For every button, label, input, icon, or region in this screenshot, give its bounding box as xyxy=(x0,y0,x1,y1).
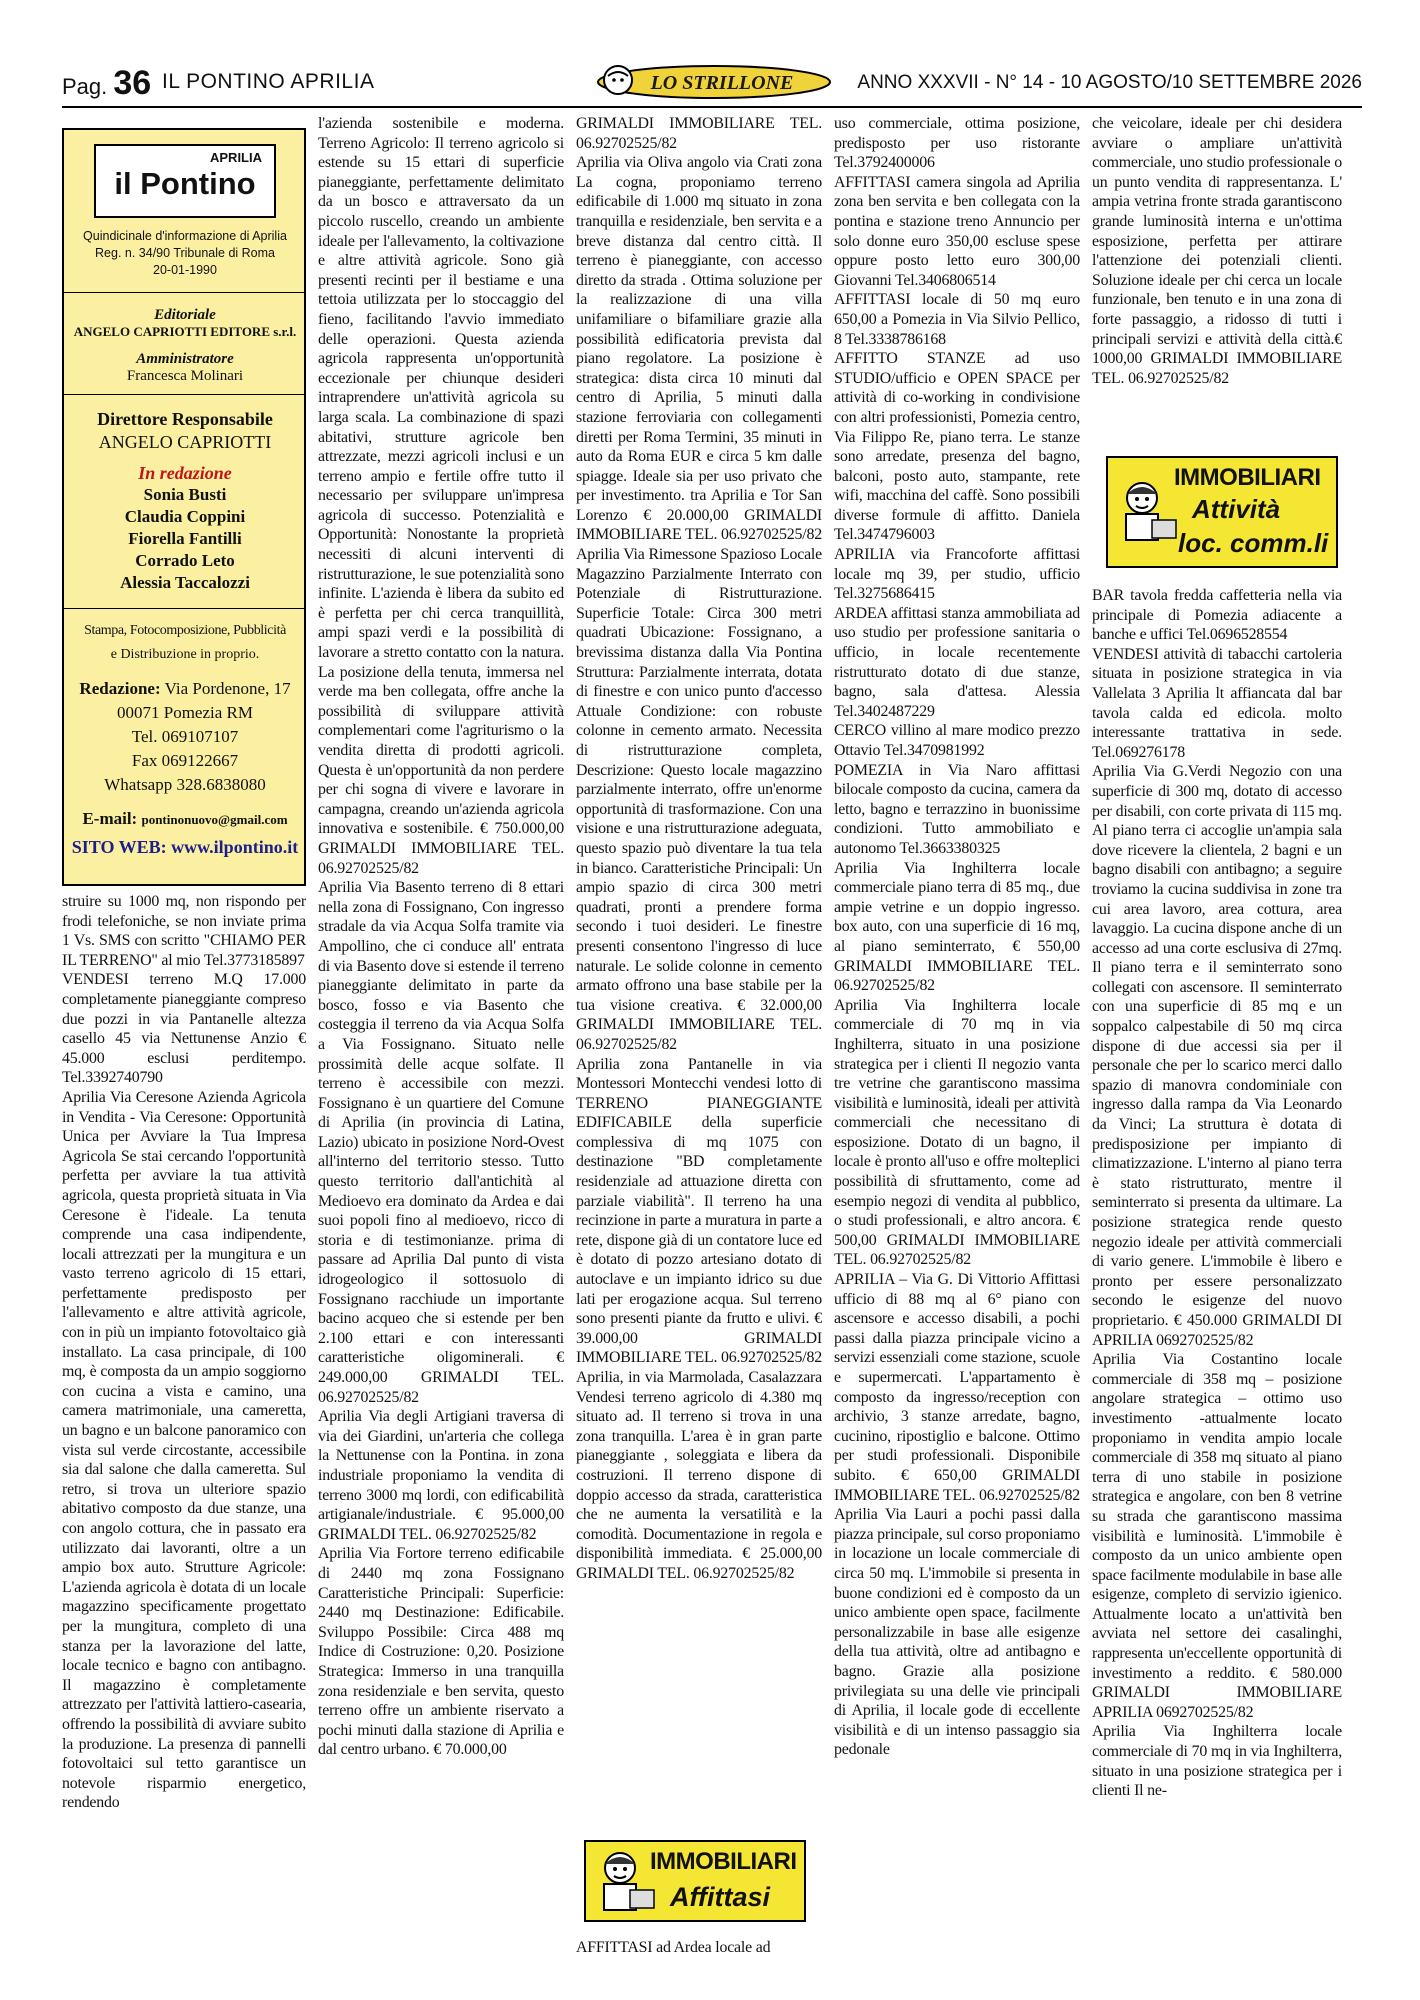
masthead-divider xyxy=(64,292,304,293)
attivita-subtitle: Attività xyxy=(1192,494,1281,524)
address-street: Via Pordenone, 17 xyxy=(164,679,291,698)
email-label: E-mail: xyxy=(82,809,138,828)
direttore-label: Direttore Responsabile xyxy=(97,409,273,429)
page-header xyxy=(62,66,1362,108)
masthead-aprilia: APRILIA xyxy=(210,150,262,165)
staff-member: Sonia Busti xyxy=(143,485,227,504)
email-address[interactable]: pontinonuovo@gmail.com xyxy=(141,812,288,827)
masthead-divider xyxy=(64,394,304,395)
amministratore-name: Francesca Molinari xyxy=(126,368,244,384)
affittasi-banner xyxy=(584,1840,806,1922)
masthead-divider xyxy=(64,608,304,609)
masthead-info3: 20-01-1990 xyxy=(153,263,217,277)
column-5-bottom-text: BAR tavola fredda caffetteria nella via principale di Pomezia adiacente a banche e uffici Tel.0696528554 VENDESI attività di tabacchi cartoleria situata in posizione strategica in via Vallelata 3 Aprilia lt affiancata dal bar tavola calda ed edicola. molto interessante trattativa in sede. Tel.069276178 Aprilia Via G.Verdi Negozio con una superficie di 300 mq, dotato di accesso per disabili, con corte privata di 115 mq. Al piano terra ci accoglie un'ampia sala dove ricevere la clientela, 2 bagni e un bagno disabili con antibagno; a seguire troviamo la cucina suddivisa in zone tra cui area lavoro, area cottura, area lavaggio. La cucina dispone anche di un accesso ad una corte esclusiva di 27mq. Il piano terra e il seminterrato sono collegati con ascensore. Il seminterrato con una superficie di 85 mq e un soppalco calpestabile di 50 mq circa dispone di due accessi sia per il personale che per lo scarico merci dallo spazio di manovra condominiale con ingresso dalla rampa da Via Leonardo da Vinci; La struttura è dotata di predisposizione per impianto di climatizzazione. L'interno al piano terra è stato ristrutturato, mentre il seminterrato si presenta da ultimare. La posizione strategica rende questo negozio ideale per attività commerciali di vario genere. L'immobile è libero e pronto per essere personalizzato secondo le esigenze del nuovo proprietario. € 450.000 GRIMALDI DI APRILIA 0692702525/82 Aprilia Via Costantino locale commerciale di 358 mq – posizione angolare strategica – ottimo uso investimento -attualmente locato proponiamo in vendita ampio locale commerciale di 358 mq situato al piano terra di uno stabile in posizione strategica e angolare, con ben 8 vetrine su strada che garantiscono massima visibilità e luminosità. L'immobile è composto da un unico ambiente open space facilmente modulabile in base alle esigenze, completo di servizio igienico. Attualmente locato a un'attività ben avviata nel settore dei casalinghi, rappresenta un'eccellente opportunità di investimento a reddito. € 580.000 GRIMALDI IMMOBILIARE APRILIA 0692702525/82 Aprilia Via Inghilterra locale commerciale di 70 mq in via Inghilterra, situato in una posizione strategica per i clienti Il ne- xyxy=(1092,587,1342,1800)
staff-member: Claudia Coppini xyxy=(124,507,246,526)
masthead-info1: Quindicinale d'informazione di Aprilia xyxy=(83,229,287,243)
masthead-title: il Pontino xyxy=(114,166,256,201)
staff-member: Alessia Taccalozzi xyxy=(120,573,250,592)
email-line xyxy=(68,810,302,829)
amministratore-label: Amministratore xyxy=(136,351,234,367)
direttore-name: ANGELO CAPRIOTTI xyxy=(98,432,272,452)
editore-name: ANGELO CAPRIOTTI EDITORE s.r.l. xyxy=(73,324,297,339)
attivita-banner xyxy=(1106,456,1338,568)
stampa-line2: e Distribuzione in proprio. xyxy=(110,647,260,662)
address-city: 00071 Pomezia RM xyxy=(117,703,253,722)
column-3-text: GRIMALDI IMMOBILIARE TEL. 06.92702525/82 Aprilia via Oliva angolo via Crati zona La cogna, proponiamo terreno edificabile di 1.000 mq situato in zona tranquilla e residenziale, ben servita e a breve distanza dal centro città. Il terreno è pianeggiante, con accesso diretto da strada . Ottima soluzione per la realizzazione di una villa unifamiliare o bifamiliare grazie alla possibilità edificatoria prevista dal piano regolatore. La posizione è strategica: dista circa 10 minuti dal centro di Aprilia, 5 minuti dalla stazione ferroviaria con collegamenti diretti per Roma Termini, 35 minuti in auto da Roma EUR e circa 5 km dalle spiagge. Ideale sia per uso privato che per investimento. tra Aprilia e Tor San Lorenzo € 20.000,00 GRIMALDI IMMOBILIARE TEL. 06.92702525/82 Aprilia Via Rimessone Spazioso Locale Magazzino Parzialmente Interrato con Potenziale di Ristrutturazione. Superficie Totale: Circa 300 metri quadrati Ubicazione: Fossignano, a brevissima distanza dalla Via Pontina Struttura: Parzialmente interrata, dotata di finestre e con unico punto d'accesso Attuale Condizione: con robuste colonne in cemento armato. Necessita di ristrutturazione completa, Descrizione: Questo locale magazzino parzialmente interrato, offre un'enorme opportunità di trasformazione. Con una visione e una ristrutturazione adeguata, questo spazio può diventare la tua tela in bianco. Caratteristiche Principali: Un ampio spazio di circa 300 metri quadrati, pronti a prendere forma secondo i tuoi desideri. Le finestre presenti consentono l'ingresso di luce naturale. Le solide colonne in cemento armato offrono una base stabile per la tua visione creativa. € 32.000,00 GRIMALDI IMMOBILIARE TEL. 06.92702525/82 Aprilia zona Pantanelle in via Montessori Montecchi vendesi lotto di TERRENO PIANEGGIANTE EDIFICABILE della superficie complessiva di mq 1075 con destinazione "BD completamente residenziale ad attuazione diretta con parziale viabilità". Il terreno ha una recinzione in parte a muratura in parte a rete, dispone già di un contatore luce ed è dotato di pozzo artesiano dotato di autoclave e un impianto idrico su due lati per erogazione acqua. Sul terreno sono presenti piante da frutto e ulivi. € 39.000,00 GRIMALDI IMMOBILIARE TEL. 06.92702525/82 Aprilia, in via Marmolada, Casalazzara Vendesi terreno agricolo di 4.380 mq situato ad. Il terreno si trova in una zona tranquilla. L'area è in gran parte pianeggiante , soleggiata e libera da costruzioni. Il terreno dispone di doppio accesso da strada, caratteristica che ne aumenta la versatilità e la comodità. Documentazione in regola e disponibilità immediata. € 25.000,00 GRIMALDI TEL. 06.92702525/82 xyxy=(576,115,822,1582)
redazione-address xyxy=(68,680,302,698)
masthead-info2: Reg. n. 34/90 Tribunale di Roma xyxy=(95,246,275,260)
staff-member: Corrado Leto xyxy=(135,551,235,570)
attivita-subtitle-2: loc. comm.li xyxy=(1178,528,1329,558)
website-link[interactable]: www.ilpontino.it xyxy=(171,837,299,857)
phone-number: Tel. 069107107 xyxy=(131,727,239,746)
affittasi-subtitle: Affittasi xyxy=(670,1882,771,1912)
fax-number: Fax 069122667 xyxy=(131,751,239,770)
affittasi-title: IMMOBILIARI xyxy=(650,1848,797,1875)
attivita-title: IMMOBILIARI xyxy=(1174,464,1321,491)
column-2-text: l'azienda sostenibile e moderna. Terreno Agricolo: Il terreno agricolo si estende su 15 ettari di superficie pianeggiante, perfettamente delimitato da un bosco e attraversato da un piccolo ruscello, creando un ambiente ideale per l'allevamento, la coltivazione e altre attività agricole. Sono già presenti recinti per il bestiame e una tettoia utilizzata per lo stoccaggio del fieno, facilitando l'avvio immediato delle operazioni. Questa azienda agricola rappresenta un'opportunità eccezionale per chiunque desideri intraprendere un'attività agricola su larga scala. La combinazione di spazi abitativi, strutture agricole ben attrezzate, mezzi agricoli inclusi e un terreno ampio e fertile offre tutto il necessario per sviluppare un'impresa agricola di successo. Potenzialità e Opportunità: Nonostante la proprietà necessiti di alcuni interventi di ristrutturazione, le sue potenzialità sono infinite. L'azienda è libera da subito ed è perfetta per chi cerca tranquillità, ampi spazi verdi e la possibilità di lavorare a stretto contatto con la natura. La posizione della tenuta, immersa nel verde ma ben collegata, offre anche la possibilità di sviluppare attività complementari come l'agriturismo o la vendita diretta di prodotti agricoli. Questa è un'opportunità da non perdere per chi sogna di vivere e lavorare in campagna, creando un'azienda agricola innovativa e sostenibile. € 750.000,00 GRIMALDI IMMOBILIARE TEL. 06.92702525/82 Aprilia Via Basento terreno di 8 ettari nella zona di Fossignano, Con ingresso stradale da via Acqua Solfa tramite via Ampollino, che ci conduce all' entrata di via Basento dove si estende il terreno pianeggiante delimitato in parte da bosco, fosso e via Basento che costeggia il terreno da via Acqua Solfa a Via Fossignano. Situato nelle prossimità delle acque solfate. Il terreno è accessibile con mezzi. Fossignano è un quartiere del Comune di Aprilia (in provincia di Latina, Lazio) ubicato in posizione Nord-Ovest all'interno del territorio stesso. Tutto questo territorio dall'antichità al Medioevo era dominato da Ardea e dai suoi popoli fino al medioevo, ricco di storia e di testimonianze. prima di passare ad Aprilia Dal punto di vista idrogeologico il sottosuolo di Fossignano racchiude un importante bacino acqueo che si estende per ben 2.100 ettari e con interessanti caratteristiche oligominerali. € 249.000,00 GRIMALDI TEL. 06.92702525/82 Aprilia Via degli Artigiani traversa di via dei Giardini, un'arteria che collega la Nettunense con la Pontina. in zona industriale proponiamo la vendita di terreno 3000 mq lordi, con edificabilità artigianale/industriale. € 95.000,00 GRIMALDI TEL. 06.92702525/82 Aprilia Via Fortore terreno edificabile di 2440 mq zona Fossignano Caratteristiche Principali: Superficie: 2440 mq Destinazione: Edificabile. Sviluppo Possibile: Circa 488 mq Indice di Costruzione: 0,20. Posizione Strategica: Immerso in una tranquilla zona residenziale e ben servita, questo terreno offre un ambiente riservato a pochi minuti dalla stazione di Aprilia e dal centro urbano. € 70.000,00 xyxy=(318,115,564,1759)
whatsapp-number: Whatsapp 328.6838080 xyxy=(104,775,266,794)
newsboy-icon xyxy=(1112,476,1182,546)
page-number-value: 36 xyxy=(113,64,152,102)
page-label: Pag. xyxy=(62,74,108,99)
website-label: SITO WEB: xyxy=(71,837,167,857)
staff-member: Fiorella Fantilli xyxy=(128,529,242,548)
issue-info: ANNO XXXVII - N° 14 - 10 AGOSTO/10 SETTEMBRE 2026 xyxy=(857,72,1362,93)
column-5-top-text: che veicolare, ideale per chi desidera avviare o ampliare un'attività commerciale, uno studio professionale o un punto vendita di rappresentanza. L' ampia vetrina fronte strada garantiscono grande luminosità interna e un'ottima esposizione, perfetta per attirare l'attenzione dei potenziali clienti. Soluzione ideale per chi cerca un locale funzionale, ben tenuto e in una zona di forte passaggio, a ridosso di tutti i principali servizi e attività della città.€ 1000,00 GRIMALDI IMMOBILIARE TEL. 06.92702525/82 xyxy=(1092,115,1342,387)
masthead-logo xyxy=(94,144,276,218)
editoriale-label: Editoriale xyxy=(154,307,216,323)
page-number xyxy=(62,66,151,104)
paper-title: IL PONTINO APRILIA xyxy=(162,70,375,93)
strillone-logo xyxy=(594,62,834,102)
stampa-line1: Stampa, Fotocomposizione, Pubblicità xyxy=(84,623,286,638)
masthead-box xyxy=(62,128,306,886)
redazione-address-label: Redazione: xyxy=(79,679,161,698)
logo-text: LO STRILLONE xyxy=(650,72,794,94)
column-3-bottom-text: AFFITTASI ad Ardea locale ad xyxy=(576,1939,771,1956)
column-4-text: uso commerciale, ottima posizione, predisposto per uso ristorante Tel.3792400006 AFFITTASI camera singola ad Aprilia zona ben servita e ben collegata con la pontina e stazione treno Annuncio per solo donne euro 350,00 escluse spese oppure posto letto euro 300,00 Giovanni Tel.3406806514 AFFITTASI locale di 50 mq euro 650,00 a Pomezia in Via Silvio Pellico, 8 Tel.3338786168 AFFITTO STANZE ad uso STUDIO/ufficio e OPEN SPACE per attività di co-working in condivisione con altri professionisti, Pomezia centro, Via Filippo Re, piano terra. Le stanze sono arredate, presenza del bagno, balconi, posto auto, stampante, rete wifi, macchina del caffè. Sono possibili diverse formule di affitto. Daniela Tel.3474796003 APRILIA via Francoforte affittasi locale mq 39, per studio, ufficio Tel.3275686415 ARDEA affittasi stanza ammobiliata ad uso studio per professione sanitaria o ufficio, in locale recentemente ristrutturato dotato di due stanze, bagno, sala d'attesa. Alessia Tel.3402487229 CERCO villino al mare modico prezzo Ottavio Tel.3470981992 POMEZIA in Via Naro affittasi bilocale composto da cucina, camera da letto, bagno e terrazzino in buonissime condizioni. Tutto ammobiliato e autonomo Tel.3663380325 Aprilia Via Inghilterra locale commerciale piano terra di 85 mq., due ampie vetrine e un doppio ingresso. box auto, con una superficie di 16 mq, al piano seminterrato, € 550,00 GRIMALDI IMMOBILIARE TEL. 06.92702525/82 Aprilia Via Inghilterra locale commerciale di 70 mq in via Inghilterra, situato in una posizione strategica per i clienti Il negozio vanta tre vetrine che garantiscono massima visibilità e luminosità, ideali per attività commerciali che necessitano di esposizione. Dotato di un bagno, il locale è pronto all'uso e offre molteplici possibilità di sfruttamento, come ad esempio negozi di vendita al pubblico, o studi professionali, e altro ancora. € 500,00 GRIMALDI IMMOBILIARE TEL. 06.92702525/82 APRILIA – Via G. Di Vittorio Affittasi ufficio di 88 mq al 6° piano con ascensore e accesso disabili, a pochi passi dalla piazza principale vicino a servizi essenziali come stazione, scuole e supermercati. L'appartamento è composto da ingresso/reception con archivio, 3 stanze arredate, bagno, cucinino, ripostiglio e balcone. Ottimo per studi professionali. Disponibile subito. € 650,00 GRIMALDI IMMOBILIARE TEL. 06.92702525/82 Aprilia Via Lauri a pochi passi dalla piazza principale, sul corso proponiamo in locazione un locale commerciale di circa 50 mq. L'immobile si presenta in buone condizioni ed è composto da un unico ambiente open space, facilmente personalizzabile in base alle esigenze della tua attività, oltre ad antibagno e bagno. Grazie alla posizione privilegiata su una delle vie principali di Aprilia, il locale gode di eccellente visibilità e di un intenso passaggio sia pedonale xyxy=(834,115,1080,1759)
redazione-label: In redazione xyxy=(138,463,232,483)
website-line xyxy=(68,838,302,856)
column-1-text: struire su 1000 mq, non rispondo per frodi telefoniche, se non inviate prima 1 Vs. SMS con scritto "CHIAMO PER IL TERRENO" al mio Tel.3773185897 VENDESI terreno M.Q 17.000 completamente pianeggiante compreso due pozzi in via Pantanelle altezza casello 45 via Nettunense Anzio € 45.000 esclusi perditempo. Tel.3392740790 Aprilia Via Ceresone Azienda Agricola in Vendita - Via Ceresone: Opportunità Unica per Avviare la Tua Impresa Agricola Se stai cercando l'opportunità perfetta per avviare la tua attività agricola, questa proprietà situata in Via Ceresone è l'ideale. La tenuta comprende una casa indipendente, locali attrezzati per la mungitura e un vasto terreno agricolo di 15 ettari, perfettamente predisposto per l'allevamento e altre attività agricole, con in più un impianto fotovoltaico già installato. La casa principale, di 100 mq, è composta da un ampio soggiorno con cucina a vista e camino, una camera matrimoniale, una cameretta, un bagno e un balcone panoramico con vista sul verde circostante, accessibile sia dal salone che dalla cameretta. Sul retro, si trova un ulteriore spazio abitativo composto da due stanze, una con angolo cottura, che in passato era utilizzato dai lavoranti, oltre a un ampio box auto. Strutture Agricole: L'azienda agricola è dotata di un locale magazzino specificamente progettato per la mungitura, completo di una stanza per la lavorazione del latte, locale tecnico e bagno con antibagno. Il magazzino è completamente attrezzato per l'attività lattiero-casearia, offrendo la possibilità di avviare subito la produzione. La presenza di pannelli fotovoltaici sul tetto garantisce un notevole risparmio energetico, rendendo xyxy=(62,893,306,1812)
